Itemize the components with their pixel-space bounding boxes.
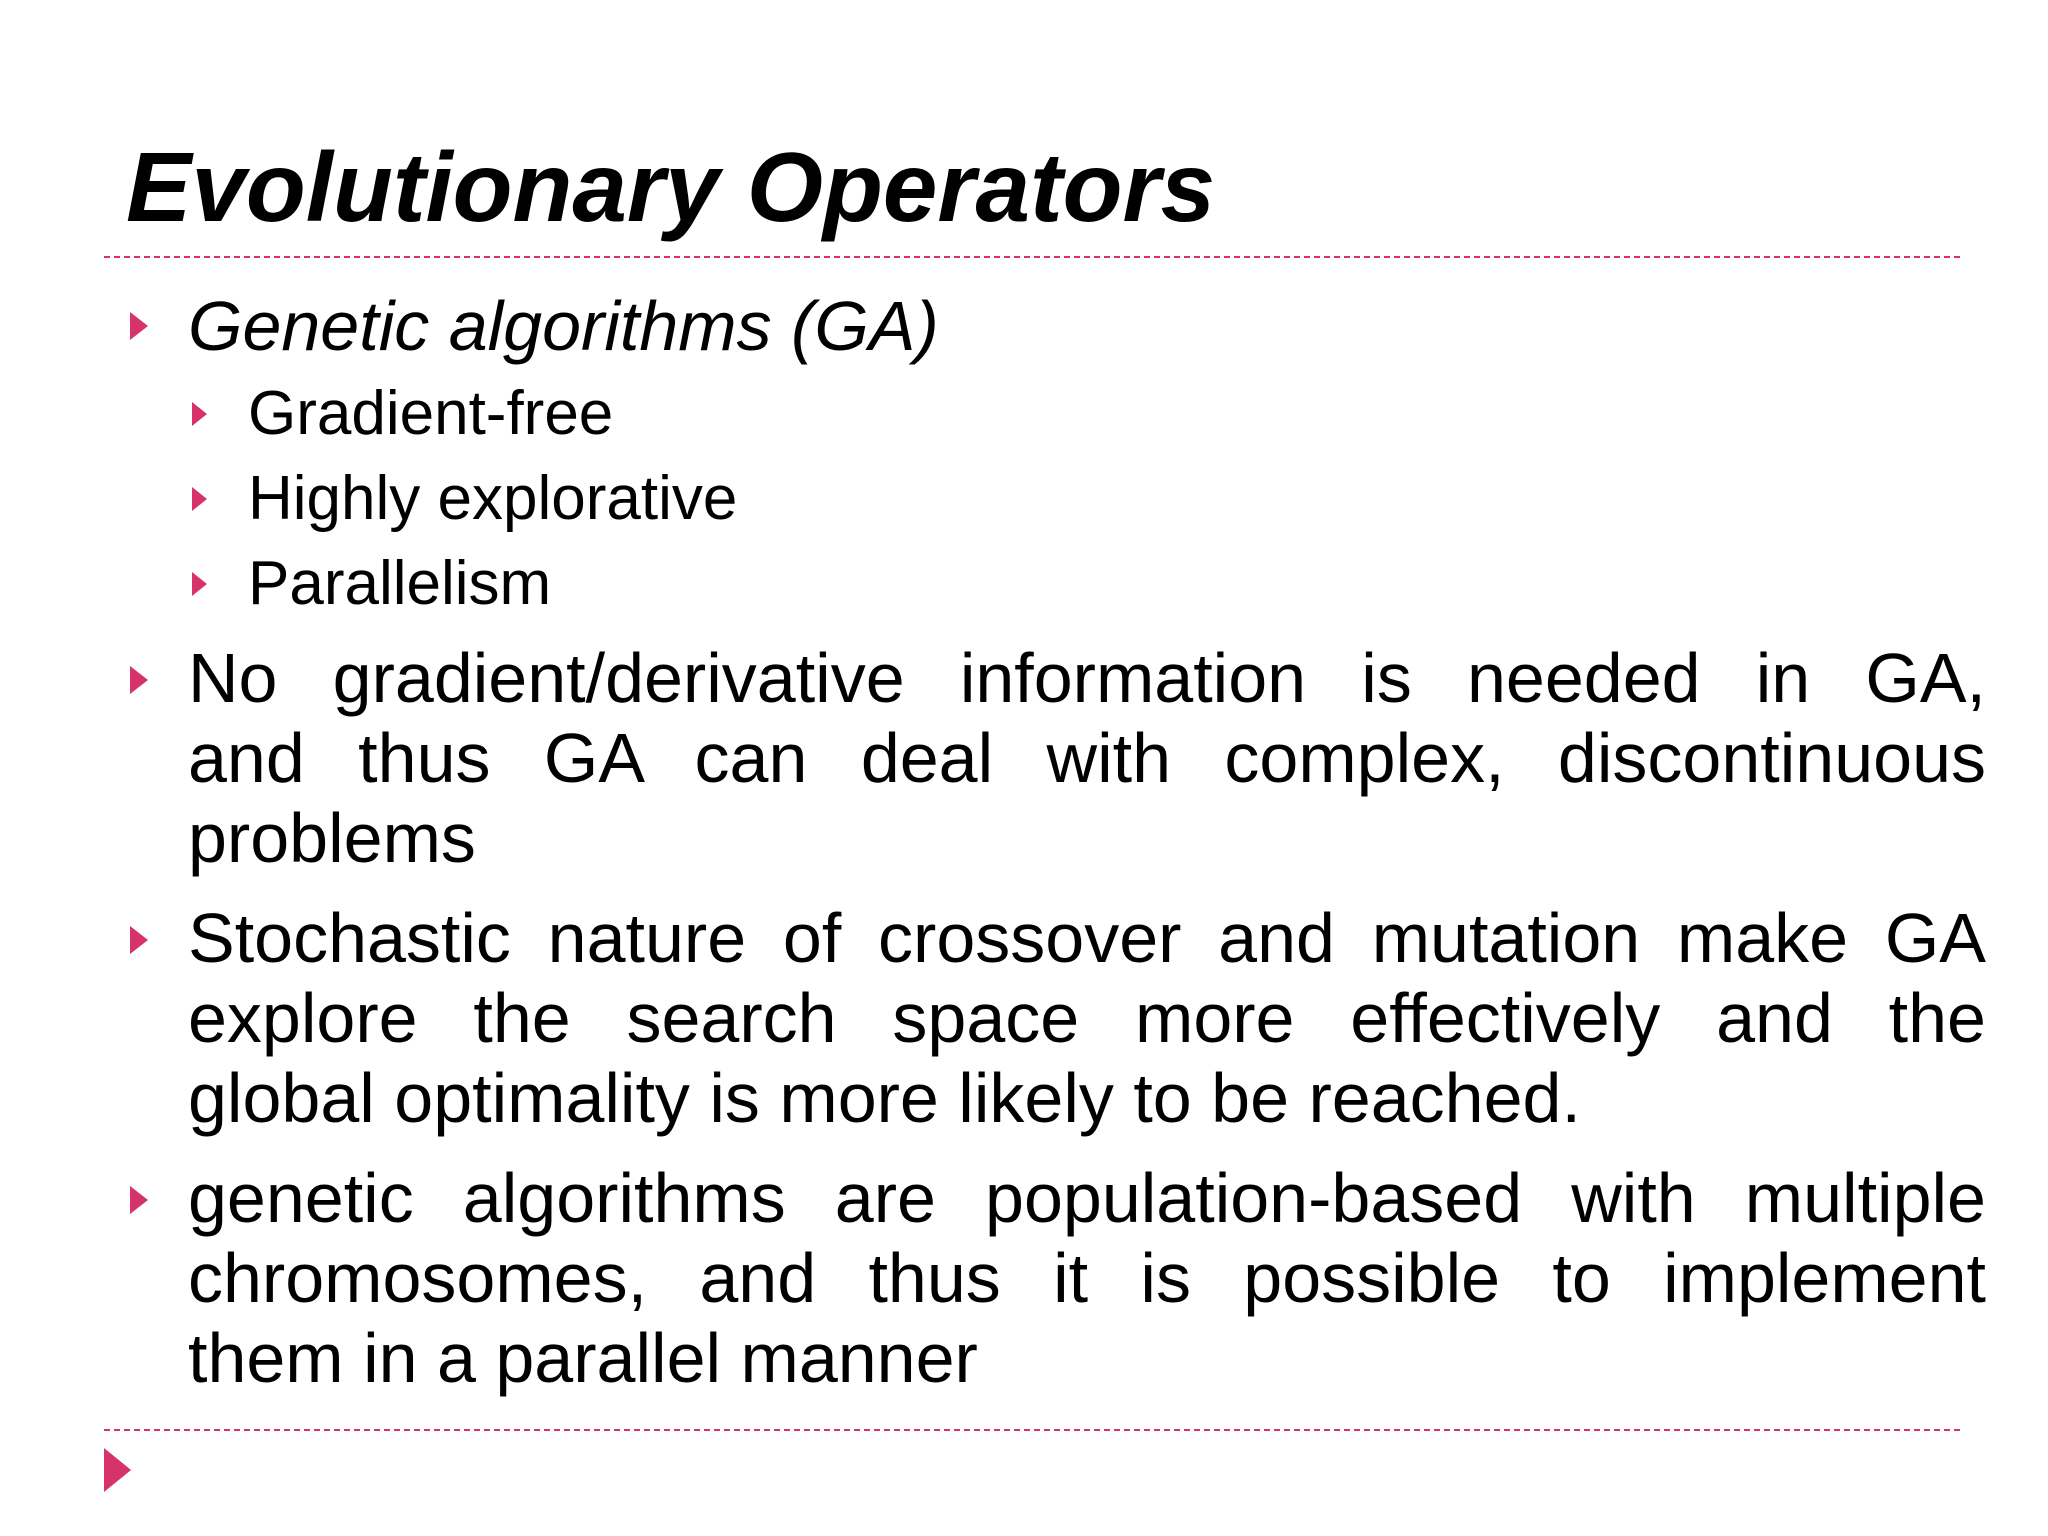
- bullet-line: global optimality is more likely to be reached.: [188, 1059, 1581, 1137]
- slide-title: Evolutionary Operators: [126, 132, 1216, 242]
- pink-triangle-footer-icon: [104, 1448, 131, 1492]
- subbullet-text: Gradient-free: [248, 379, 614, 448]
- pink-triangle-bullet-icon: [192, 402, 207, 426]
- pink-triangle-bullet-icon: [130, 1186, 148, 1214]
- bullet-line: genetic algorithms are population-based with multiple: [188, 1159, 1986, 1237]
- pink-triangle-bullet-icon: [192, 572, 207, 596]
- footer-divider: [104, 1429, 1960, 1431]
- bullet-text: Genetic algorithms (GA): [188, 287, 939, 365]
- bullet-line: them in a parallel manner: [188, 1319, 978, 1397]
- bullet-line: chromosomes, and thus it is possible to implement: [188, 1239, 1986, 1317]
- bullet-line: and thus GA can deal with complex, discontinuous: [188, 719, 1986, 797]
- bullet-line: problems: [188, 799, 476, 877]
- bullet-line: Stochastic nature of crossover and mutation make GA: [188, 899, 1986, 977]
- pink-triangle-bullet-icon: [192, 487, 207, 511]
- subbullet-text: Highly explorative: [248, 464, 738, 533]
- title-divider: [104, 256, 1960, 258]
- subbullet-text: Parallelism: [248, 549, 552, 618]
- pink-triangle-bullet-icon: [130, 926, 148, 954]
- bullet-line: No gradient/derivative information is needed in GA,: [188, 639, 1986, 717]
- pink-triangle-bullet-icon: [130, 312, 148, 340]
- bullet-line: explore the search space more effectively and the: [188, 979, 1986, 1057]
- pink-triangle-bullet-icon: [130, 666, 148, 694]
